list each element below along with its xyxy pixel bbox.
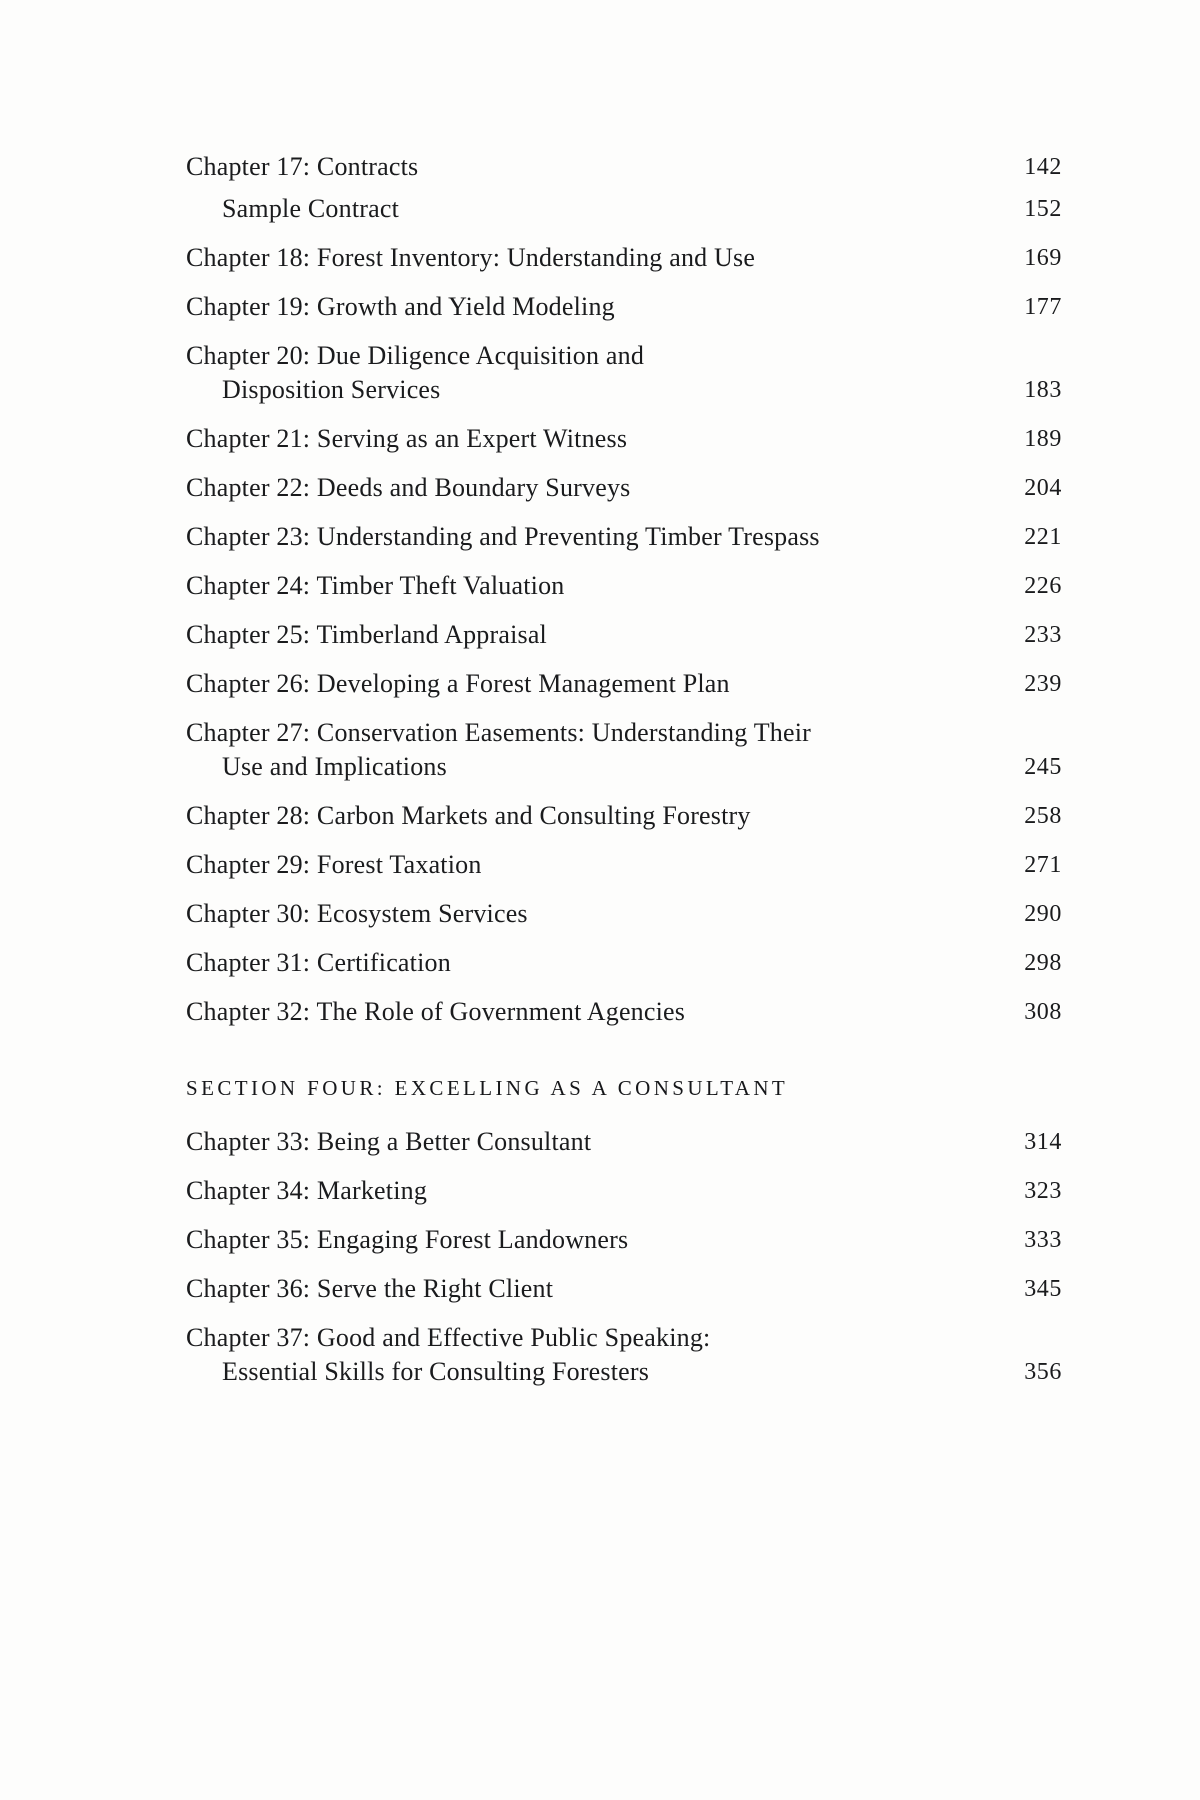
- toc-entry-title: Chapter 25: Timberland Appraisal 233: [186, 618, 946, 652]
- toc-entry-title: Chapter 37: Good and Effective Public Speaking:: [186, 1323, 711, 1352]
- toc-entry-title: Chapter 30: Ecosystem Services 290: [186, 897, 946, 931]
- toc-entry[interactable]: [186, 995, 1062, 1029]
- toc-entry-page-number: 226: [1024, 573, 1062, 599]
- toc-entry-group-section-four: [186, 1125, 1062, 1389]
- toc-entry-page-number: 169: [1024, 245, 1062, 271]
- toc-entry-title: Chapter 26: Developing a Forest Management Plan 239: [186, 667, 946, 701]
- toc-entry-page-number: 308: [1024, 999, 1062, 1025]
- toc-entry[interactable]: [186, 667, 1062, 701]
- toc-entry-page-number: 239: [1024, 671, 1062, 697]
- toc-entry-title: Chapter 34: Marketing 323: [186, 1174, 946, 1208]
- toc-entry-group-section-three: [186, 150, 1062, 1029]
- toc-entry-page-number: 245: [1024, 754, 1062, 780]
- toc-entry[interactable]: [186, 569, 1062, 603]
- table-of-contents: [186, 150, 1062, 1404]
- toc-entry-title: Chapter 36: Serve the Right Client 345: [186, 1272, 946, 1306]
- toc-entry-title: Chapter 20: Due Diligence Acquisition and: [186, 341, 645, 370]
- toc-entry-page-number: 233: [1024, 622, 1062, 648]
- toc-entry[interactable]: [186, 946, 1062, 980]
- toc-entry[interactable]: [186, 618, 1062, 652]
- toc-entry-title-continued: Use and Implications 245: [186, 750, 946, 784]
- toc-entry-title: Chapter 23: Understanding and Preventing Timber Trespass 221: [186, 520, 946, 554]
- toc-entry-page-number: 333: [1024, 1227, 1062, 1253]
- toc-entry-title: Chapter 24: Timber Theft Valuation 226: [186, 569, 946, 603]
- toc-entry[interactable]: [186, 150, 1062, 184]
- toc-entry[interactable]: [186, 192, 1062, 226]
- toc-entry-page-number: 152: [1024, 196, 1062, 222]
- toc-entry[interactable]: [186, 1174, 1062, 1208]
- toc-entry[interactable]: [186, 799, 1062, 833]
- toc-entry-title: Chapter 31: Certification 298: [186, 946, 946, 980]
- toc-entry-page-number: 221: [1024, 524, 1062, 550]
- toc-entry[interactable]: [186, 471, 1062, 505]
- toc-entry-title: Chapter 19: Growth and Yield Modeling 177: [186, 290, 946, 324]
- toc-entry-page-number: 189: [1024, 426, 1062, 452]
- toc-entry-page-number: 314: [1024, 1129, 1062, 1155]
- toc-entry[interactable]: [186, 1272, 1062, 1306]
- toc-entry[interactable]: [186, 716, 1062, 784]
- toc-entry-page-number: 323: [1024, 1178, 1062, 1204]
- toc-entry-page-number: 258: [1024, 803, 1062, 829]
- toc-entry[interactable]: [186, 339, 1062, 407]
- toc-entry-title: Chapter 21: Serving as an Expert Witness 189: [186, 422, 946, 456]
- toc-entry-title: Chapter 33: Being a Better Consultant 314: [186, 1125, 946, 1159]
- toc-entry-title: Chapter 28: Carbon Markets and Consulting Forestry 258: [186, 799, 946, 833]
- toc-entry-page-number: 204: [1024, 475, 1062, 501]
- toc-entry[interactable]: [186, 848, 1062, 882]
- toc-entry[interactable]: [186, 897, 1062, 931]
- toc-entry[interactable]: [186, 290, 1062, 324]
- toc-entry-title: Chapter 27: Conservation Easements: Understanding Their: [186, 718, 811, 747]
- toc-entry-page-number: 298: [1024, 950, 1062, 976]
- toc-entry-page-number: 142: [1024, 154, 1062, 180]
- toc-entry-page-number: 290: [1024, 901, 1062, 927]
- toc-entry-title: Chapter 29: Forest Taxation 271: [186, 848, 946, 882]
- toc-entry[interactable]: [186, 520, 1062, 554]
- toc-entry-title-continued: Essential Skills for Consulting Foresters 356: [186, 1355, 946, 1389]
- toc-entry-title: Chapter 32: The Role of Government Agencies 308: [186, 995, 946, 1029]
- toc-entry-page-number: 271: [1024, 852, 1062, 878]
- toc-entry[interactable]: [186, 1321, 1062, 1389]
- toc-entry-title: Sample Contract 152: [186, 192, 946, 226]
- section-heading-four: SECTION FOUR: EXCELLING AS A CONSULTANT: [186, 1076, 789, 1100]
- toc-entry-title: Chapter 17: Contracts 142: [186, 150, 946, 184]
- toc-entry-title-continued: Disposition Services 183: [186, 373, 946, 407]
- toc-entry-title: Chapter 22: Deeds and Boundary Surveys 204: [186, 471, 946, 505]
- toc-entry-page-number: 345: [1024, 1276, 1062, 1302]
- toc-entry-page-number: 183: [1024, 377, 1062, 403]
- toc-entry-title: Chapter 35: Engaging Forest Landowners 333: [186, 1223, 946, 1257]
- toc-entry[interactable]: [186, 1223, 1062, 1257]
- toc-entry-page-number: 356: [1024, 1359, 1062, 1385]
- toc-entry[interactable]: [186, 241, 1062, 275]
- toc-entry-title: Chapter 18: Forest Inventory: Understanding and Use 169: [186, 241, 946, 275]
- toc-entry[interactable]: [186, 422, 1062, 456]
- toc-entry-page-number: 177: [1024, 294, 1062, 320]
- toc-entry[interactable]: [186, 1125, 1062, 1159]
